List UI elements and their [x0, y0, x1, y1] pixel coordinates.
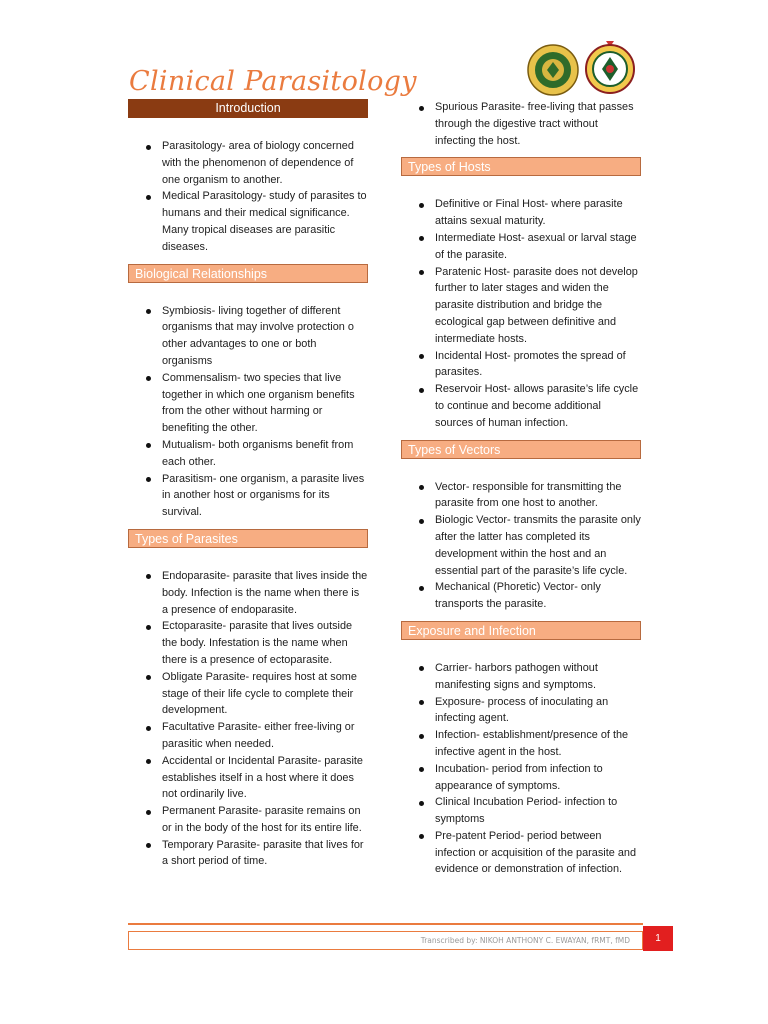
- section-header-introduction: Introduction: [128, 99, 368, 118]
- list-item: Symbiosis- living together of different organisms that may involve protection o other advantages to one or both organisms: [128, 303, 368, 370]
- list-item: Infection- establishment/presence of the infective agent in the host.: [401, 727, 641, 761]
- college-seal-icon: [584, 39, 636, 91]
- list-item: Parasitism- one organism, a parasite lives in another host or organisms for its survival.: [128, 471, 368, 521]
- list-item: Endoparasite- parasite that lives inside the body. Infection is the name when there is a presence of endoparasite.: [128, 568, 368, 618]
- document-title: Clinical Parasitology: [129, 66, 417, 97]
- list-item: Reservoir Host- allows parasite’s life cycle to continue and become additional sources of human infection.: [401, 381, 641, 431]
- list-item: Spurious Parasite- free-living that passes through the digestive tract without infecting the host.: [401, 99, 641, 149]
- list-item: Incubation- period from infection to appearance of symptoms.: [401, 761, 641, 795]
- list-item: Mutualism- both organisms benefit from each other.: [128, 437, 368, 471]
- section-header-biological-relationships: Biological Relationships: [128, 264, 368, 283]
- list-types-of-vectors: [401, 479, 641, 613]
- list-types-of-parasites: [128, 568, 368, 870]
- list-types-of-hosts: [401, 196, 641, 431]
- list-introduction: [128, 138, 368, 256]
- list-item: Intermediate Host- asexual or larval stage of the parasite.: [401, 230, 641, 264]
- list-item: Permanent Parasite- parasite remains on or in the body of the host for its entire life.: [128, 803, 368, 837]
- list-item: Carrier- harbors pathogen without manifesting signs and symptoms.: [401, 660, 641, 694]
- list-item: Clinical Incubation Period- infection to symptoms: [401, 794, 641, 828]
- section-header-types-of-vectors: Types of Vectors: [401, 440, 641, 459]
- list-item: Paratenic Host- parasite does not develop further to later stages and widen the parasite distribution and bridge the ecological gap between definitive and intermediate hosts.: [401, 264, 641, 348]
- list-item: Obligate Parasite- requires host at some stage of their life cycle to complete their development.: [128, 669, 368, 719]
- list-item: Medical Parasitology- study of parasites to humans and their medical significance. Many tropical diseases are parasitic diseases.: [128, 188, 368, 255]
- list-item: Commensalism- two species that live together in which one organism benefits from the other without harming or benefiting the other.: [128, 370, 368, 437]
- section-header-types-of-parasites: Types of Parasites: [128, 529, 368, 548]
- list-item: Accidental or Incidental Parasite- parasite establishes itself in a host where it does not ordinarily live.: [128, 753, 368, 803]
- list-exposure-and-infection: [401, 660, 641, 878]
- list-item: Incidental Host- promotes the spread of parasites.: [401, 348, 641, 382]
- list-biological-relationships: [128, 303, 368, 521]
- university-seal-icon: [527, 44, 579, 96]
- list-item: Pre-patent Period- period between infection or acquisition of the parasite and evidence or demonstration of infection.: [401, 828, 641, 878]
- list-item: Parasitology- area of biology concerned with the phenomenon of dependence of one organism to another.: [128, 138, 368, 188]
- list-continued-parasites: [401, 99, 641, 149]
- list-item: Definitive or Final Host- where parasite attains sexual maturity.: [401, 196, 641, 230]
- list-item: Vector- responsible for transmitting the parasite from one host to another.: [401, 479, 641, 513]
- footer-transcriber: Transcribed by: NIKOH ANTHONY C. EWAYAN, fRMT, fMD: [128, 931, 643, 950]
- left-column: [128, 99, 368, 870]
- list-item: Exposure- process of inoculating an infecting agent.: [401, 694, 641, 728]
- section-header-types-of-hosts: Types of Hosts: [401, 157, 641, 176]
- page-number: 1: [643, 926, 673, 951]
- list-item: Biologic Vector- transmits the parasite only after the latter has completed its development within the host and an essential part of the parasite’s life cycle.: [401, 512, 641, 579]
- list-item: Mechanical (Phoretic) Vector- only transports the parasite.: [401, 579, 641, 613]
- list-item: Temporary Parasite- parasite that lives for a short period of time.: [128, 837, 368, 871]
- right-column: [401, 99, 641, 878]
- footer-divider: [128, 923, 643, 925]
- list-item: Ectoparasite- parasite that lives outside the body. Infestation is the name when there is a presence of ectoparasite.: [128, 618, 368, 668]
- section-header-exposure-and-infection: Exposure and Infection: [401, 621, 641, 640]
- list-item: Facultative Parasite- either free-living or parasitic when needed.: [128, 719, 368, 753]
